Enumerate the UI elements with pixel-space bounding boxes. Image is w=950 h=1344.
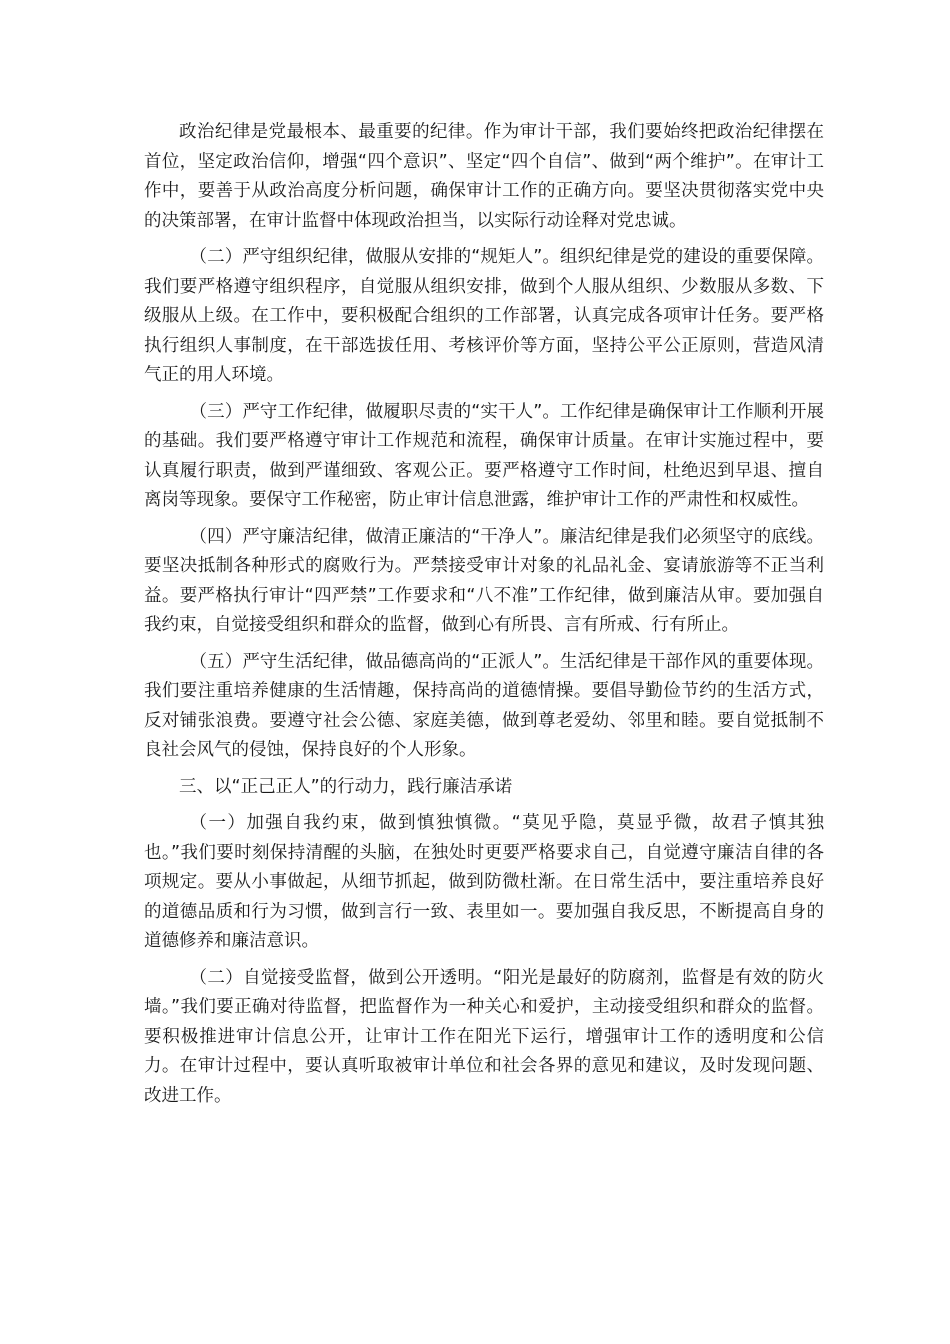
paragraph-integrity-discipline: （四）严守廉洁纪律，做清正廉洁的“干净人”。廉洁纪律是我们必须坚守的底线。要坚决抵制各种形式的腐败行为。严禁接受审计对象的礼品礼金、宴请旅游等不正当利益。要严格执行审计“四严禁”工作要求和“八不准”工作纪律，做到廉洁从审。要加强自我约束，自觉接受组织和群众的监督，做到心有所畏、言有所戒、行有所止。 (144, 526, 824, 635)
paragraph-organizational-discipline: （二）严守组织纪律，做服从安排的“规矩人”。组织纪律是党的建设的重要保障。我们要严格遵守组织程序，自觉服从组织安排，做到个人服从组织、少数服从多数、下级服从上级。在工作中，要积极配合组织的工作部署，认真完成各项审计任务。要严格执行组织人事制度，在干部选拔任用、考核评价等方面，坚持公平公正原则，营造风清气正的用人环境。 (144, 247, 824, 385)
paragraph-life-discipline: （五）严守生活纪律，做品德高尚的“正派人”。生活纪律是干部作风的重要体现。我们要注重培养健康的生活情趣，保持高尚的道德情操。要倡导勤俭节约的生活方式，反对铺张浪费。要遵守社会公德、家庭美德，做到尊老爱幼、邻里和睦。要自觉抵制不良社会风气的侵蚀，保持良好的个人形象。 (144, 651, 824, 760)
paragraph-work-discipline: （三）严守工作纪律，做履职尽责的“实干人”。工作纪律是确保审计工作顺利开展的基础。我们要严格遵守审计工作规范和流程，确保审计质量。在审计实施过程中，要认真履行职责，做到严谨细致、客观公正。要严格遵守工作时间，杜绝迟到早退、擅自离岗等现象。要保守工作秘密，防止审计信息泄露，维护审计工作的严肃性和权威性。 (144, 401, 824, 510)
section-heading-three: 三、以“正己正人”的行动力，践行廉洁承诺 (179, 776, 513, 797)
paragraph-accept-supervision: （二）自觉接受监督，做到公开透明。“阳光是最好的防腐剂，监督是有效的防火墙。”我们要正确对待监督，把监督作为一种关心和爱护，主动接受组织和群众的监督。要积极推进审计信息公开，让审计工作在阳光下运行，增强审计工作的透明度和公信力。在审计过程中，要认真听取被审计单位和社会各界的意见和建议，及时发现问题、改进工作。 (144, 967, 824, 1106)
paragraph-political-discipline: 政治纪律是党最根本、最重要的纪律。作为审计干部，我们要始终把政治纪律摆在首位，坚定政治信仰，增强“四个意识”、坚定“四个自信”、做到“两个维护”。在审计工作中，要善于从政治高度分析问题，确保审计工作的正确方向。要坚决贯彻落实党中央的决策部署，在审计监督中体现政治担当，以实际行动诠释对党忠诚。 (144, 122, 824, 231)
document-page (144, 118, 824, 1118)
paragraph-self-restraint: （一）加强自我约束，做到慎独慎微。“莫见乎隐，莫显乎微，故君子慎其独也。”我们要时刻保持清醒的头脑，在独处时更要严格要求自己，自觉遵守廉洁自律的各项规定。要从小事做起，从细节抓起，做到防微杜渐。在日常生活中，要注重培养良好的道德品质和行为习惯，做到言行一致、表里如一。要加强自我反思，不断提高自身的道德修养和廉洁意识。 (144, 813, 824, 951)
